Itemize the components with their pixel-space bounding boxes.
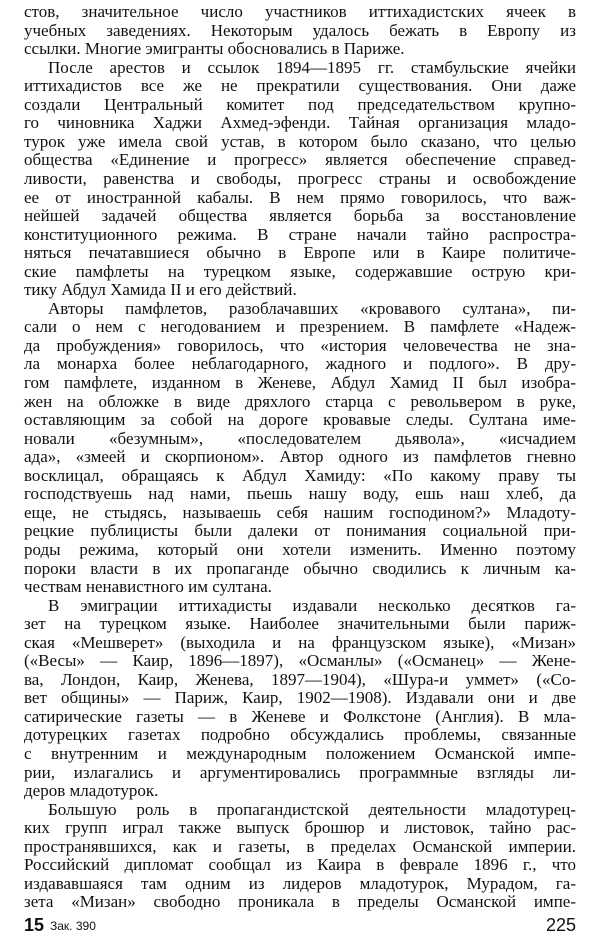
text-line: создали Центральный комитет под председательством крупно- (24, 94, 576, 114)
text-line: Российский дипломат сообщал из Каира в феврале 1896 г., что (24, 855, 576, 875)
text-line: да пробуждения» говорилось, что «история человечества не зна- (24, 335, 576, 355)
text-line: учебных заведениях. Некоторым удалось бежать в Европу из (24, 20, 576, 40)
text-line: ская «Мешверет» (выходила и на французском языке), «Мизан» (24, 632, 576, 652)
text-line: конституционного режима. В стране начали тайно распростра- (24, 224, 576, 244)
text-line: общества «Единение и прогресс» является обеспечение справед- (24, 150, 576, 170)
text-line: ла монарха более неблагодарного, жадного и подлого». В дру- (24, 354, 576, 374)
signature-text: Зак. 390 (50, 919, 96, 933)
text-line: иттихадистов все же не прекратили существования. Они даже (24, 76, 576, 96)
text-line: ские памфлеты на турецком языке, содержавшие острую кри- (24, 261, 576, 281)
text-line: турок уже имела свой устав, в котором было сказано, что целью (24, 131, 576, 151)
text-line: новали «безумным», «последователем дьявола», «исчадием (24, 428, 576, 448)
text-line: ва, Лондон, Каир, Женева, 1897—1904), «Шура-и уммет» («Со- (24, 669, 576, 689)
text-line: издававшаяся там одним из лидеров младотурок, Мурадом, га- (24, 873, 576, 893)
signature-number: 15 (24, 915, 45, 935)
text-line: с внутренним и международным положением Османской импе- (24, 744, 576, 763)
text-line: дотурецких газетах подробно обсуждались проблемы, связанные (24, 725, 576, 745)
text-line: восклицал, обращаясь к Абдул Хамиду: «По какому праву ты (24, 465, 576, 485)
text-line: ких групп играл также выпуск брошюр и листовок, тайно рас- (24, 818, 576, 838)
paragraph-last-line: чествам ненавистного им султана. (24, 577, 272, 597)
text-line: рии, излагались и аргументировались программные взгляды ли- (24, 762, 576, 782)
page-number: 225 (545, 915, 576, 935)
text-line: няться печатавшиеся обычно в Европе или в Каире политиче- (24, 243, 576, 263)
text-line: господствуешь над нами, пьешь нашу воду, ешь наш хлеб, да (24, 484, 576, 504)
text-line: ада», «змеей и скорпионом». Автор одного из памфлетов гневно (24, 447, 576, 467)
paragraph-first-line: Большую роль в пропагандистской деятельности младотурец- (48, 799, 576, 819)
text-line: гом памфлете, изданном в Женеве, Абдул Хамид II был изобра- (24, 373, 576, 392)
text-line: го чиновника Хаджи Ахмед-эфенди. Тайная организация младо- (24, 113, 576, 133)
text-line: пространявшихся, как и газеты, в пределах Османской империи. (24, 836, 576, 856)
paragraph-last-line: ссылки. Многие эмигранты обосновались в Париже. (24, 39, 405, 59)
text-line: оставляющим за собой на дороге кровавые следы. Султана име- (24, 410, 576, 430)
text-line: ливости, равенства и свободы, прогресс страны и освобождение (24, 168, 576, 188)
text-line: зета «Мизан» свободно проникала в пределы Османской импе- (24, 892, 576, 912)
text-line: еще, не стыдясь, называешь себя нашим господином?» Младоту- (24, 502, 576, 522)
text-line: вет общины» — Париж, Каир, 1902—1908). Издавали они и две (24, 688, 576, 708)
text-line: пороки власти в их пропаганде обычно сводились к личным ка- (24, 558, 576, 578)
text-line: стов, значительное число участников иттихадистских ячеек в (24, 2, 576, 21)
text-line: роды режима, который они хотели изменить. Именно поэтому (24, 539, 576, 559)
text-line: («Весы» — Каир, 1896—1897), «Османлы» («Османец» — Жене- (24, 651, 576, 671)
page-footer (24, 912, 576, 938)
paragraph-first-line: Авторы памфлетов, разоблачавших «кровавого султана», пи- (48, 298, 576, 318)
text-line: рецкие публицисты были далеки от понимания социальной при- (24, 521, 576, 541)
paragraph-first-line: В эмиграции иттихадисты издавали несколько десятков га- (48, 595, 576, 615)
text-line: сали о нем с негодованием и презрением. В памфлете «Надеж- (24, 317, 576, 337)
paragraph-last-line: деров младотурок. (24, 781, 159, 801)
paragraph-last-line: тику Абдул Хамида II и его действий. (24, 280, 297, 300)
paragraph-first-line: После арестов и ссылок 1894—1895 гг. стамбульские ячейки (48, 57, 576, 77)
text-line: ее от иностранной кабалы. В нем прямо говорилось, что важ- (24, 187, 576, 207)
text-line: нейшей задачей общества является борьба за восстановление (24, 206, 576, 226)
text-line: жен на обложке в виде дряхлого старца с револьвером в руке, (24, 391, 576, 411)
text-line: зет на турецком языке. Наиболее значительными были париж- (24, 614, 576, 634)
text-line: сатирические газеты — в Женеве и Фолкстоне (Англия). В мла- (24, 706, 576, 726)
